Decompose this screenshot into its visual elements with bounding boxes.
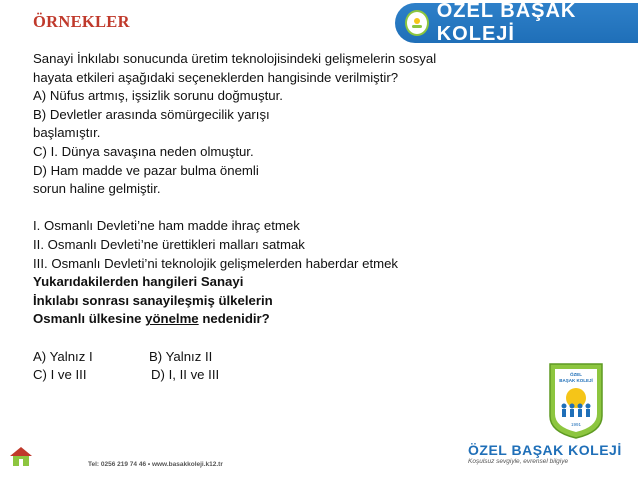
seal-year: 1991 [570,422,582,427]
seal-sun-icon [566,388,586,408]
answer-a: A) Yalnız I [33,348,93,364]
prompt-line: Yukarıdakilerden hangileri Sanayi [33,274,244,290]
bottom-logo-slogan: Koşulsuz sevgiyle, evrensel bilgiye [468,458,569,465]
question-stem-line: hayata etkileri aşağıdaki seçeneklerden hangisinde verilmiştir? [33,69,399,85]
house-icon [8,444,34,468]
option-line: B) Devletler arasında sömürgecilik yarışı [33,106,270,122]
spacer [33,199,533,218]
option-line: D) Ham madde ve pazar bulma önemli [33,162,259,178]
footer-contact: Tel: 0256 219 74 46 • www.basakkoleji.k12.tr [88,461,223,468]
page-title: ÖRNEKLER [33,12,130,31]
banner-school-name: ÖZEL BAŞAK KOLEJİ [436,0,577,45]
spacer [33,329,533,348]
bottom-logo-name: ÖZEL BAŞAK KOLEJİ [468,442,622,458]
answer-d: D) I, II ve III [151,367,220,383]
option-line: C) I. Dünya savaşına neden olmuştur. [33,143,254,159]
seal-top-text: ÖZEL [570,372,582,377]
statement-line: I. Osmanlı Devleti’ne ham madde ihraç etmek [33,218,300,234]
statement-line: II. Osmanlı Devleti’ne ürettikleri malları satmak [33,236,305,252]
prompt-text: Osmanlı ülkesine [33,311,146,327]
banner-badge-icon [405,10,429,36]
statement-line: III. Osmanlı Devleti’ni teknolojik gelişmelerden haberdar etmek [33,255,399,271]
seal-name: BAŞAK KOLEJİ [559,378,593,383]
prompt-text: nedenidir? [198,311,270,327]
question-stem-line: Sanayi İnkılabı sonucunda üretim teknolojisindeki gelişmelerin sosyal [33,51,437,66]
school-seal-logo [546,360,606,440]
prompt-line: İnkılabı sonrası sanayileşmiş ülkelerin [33,292,273,308]
content [33,50,533,385]
prompt-line [33,310,533,329]
answer-b: B) Yalnız II [149,348,213,364]
option-line: başlamıştır. [33,125,101,141]
option-line: sorun haline gelmiştir. [33,181,161,197]
answer-row [33,366,533,385]
bottom-logo [468,443,622,466]
prompt-underlined-word: yönelme [145,311,199,327]
option-line: A) Nüfus artmış, işsizlik sorunu doğmuştur. [33,88,283,104]
answer-c: C) I ve III [33,367,87,383]
answer-row [33,348,533,367]
top-banner [395,0,638,45]
